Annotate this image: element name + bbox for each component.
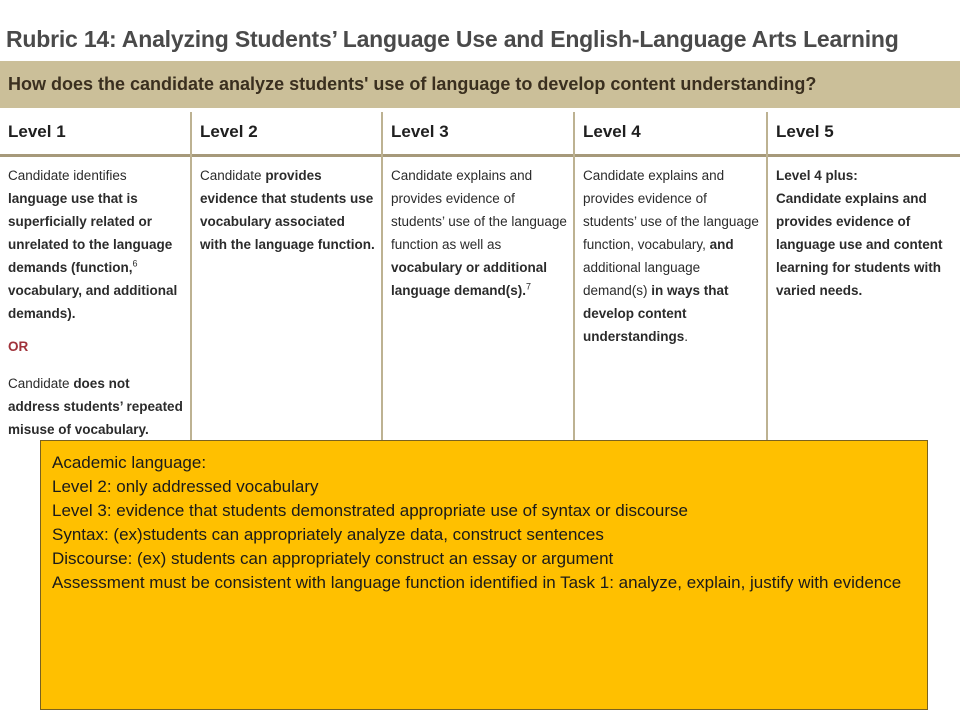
note-line: Level 3: evidence that students demonstrated appropriate use of syntax or discourse bbox=[52, 501, 688, 520]
bold-text: language use that is superficially related or unrelated to the language demands (function, bbox=[8, 191, 173, 275]
heading-rule bbox=[383, 154, 573, 157]
regular-text: Candidate identifies bbox=[8, 168, 127, 183]
heading-rule bbox=[768, 154, 960, 157]
footnote-marker: 6 bbox=[132, 258, 138, 269]
note-line: Level 2: only addressed vocabulary bbox=[52, 477, 319, 496]
rubric-column-level-3 bbox=[383, 108, 573, 448]
lead-line bbox=[776, 164, 954, 187]
level-heading: Level 4 bbox=[583, 122, 641, 141]
description-paragraph bbox=[8, 164, 184, 325]
bold-text: and bbox=[709, 237, 734, 252]
heading-rule bbox=[575, 154, 766, 157]
note-line: Assessment must be consistent with language function identified in Task 1: analyze, explain, justify with evidence bbox=[52, 573, 902, 592]
bold-text: vocabulary or additional language demand(s). bbox=[391, 260, 548, 298]
description-paragraph bbox=[391, 164, 567, 302]
regular-text: additional language demand(s) bbox=[583, 260, 701, 298]
regular-text: Candidate bbox=[200, 168, 266, 183]
footnote-marker: 7 bbox=[526, 281, 532, 292]
guiding-question: How does the candidate analyze students' use of language to develop content understanding? bbox=[8, 74, 817, 94]
bold-text: vocabulary, and additional demands). bbox=[8, 283, 178, 321]
bold-text: in ways that develop content understandings bbox=[583, 283, 729, 344]
regular-text: Candidate explains and provides evidence of students’ use of the language function as well as bbox=[391, 168, 567, 252]
level-description bbox=[8, 164, 184, 441]
level-heading: Level 5 bbox=[776, 122, 834, 141]
regular-text: . bbox=[684, 329, 689, 344]
description-paragraph bbox=[200, 164, 375, 256]
level-description bbox=[391, 164, 567, 302]
heading-rule bbox=[0, 154, 190, 157]
academic-language-note bbox=[40, 440, 928, 710]
rubric-column-level-5 bbox=[768, 108, 960, 448]
bold-text: Level 4 plus: bbox=[776, 168, 858, 183]
regular-text: Candidate explains and provides evidence of students’ use of the language function, vocabulary, bbox=[583, 168, 759, 252]
level-heading: Level 3 bbox=[391, 122, 449, 141]
bold-text: provides evidence that students use vocabulary associated with the language function. bbox=[200, 168, 375, 252]
note-text bbox=[52, 451, 913, 595]
level-heading: Level 1 bbox=[8, 122, 66, 141]
description-paragraph bbox=[776, 164, 954, 302]
bold-text: Candidate explains and provides evidence of language use and content learning for students with varied needs. bbox=[776, 191, 943, 298]
note-line: Discourse: (ex) students can appropriately construct an essay or argument bbox=[52, 549, 614, 568]
level-description bbox=[583, 164, 760, 348]
regular-text: Candidate bbox=[8, 376, 74, 391]
level-description bbox=[200, 164, 375, 256]
note-line: Syntax: (ex)students can appropriately analyze data, construct sentences bbox=[52, 525, 604, 544]
description-paragraph bbox=[583, 164, 760, 348]
or-separator: OR bbox=[8, 339, 29, 354]
note-line: Academic language: bbox=[52, 453, 207, 472]
rubric-column-level-4 bbox=[575, 108, 766, 448]
heading-rule bbox=[192, 154, 381, 157]
level-description bbox=[776, 164, 954, 302]
level-heading: Level 2 bbox=[200, 122, 258, 141]
rubric-title: Rubric 14: Analyzing Students’ Language Use and English-Language Arts Learning bbox=[6, 26, 899, 52]
rubric-column-level-2 bbox=[192, 108, 381, 448]
rubric-column-level-1 bbox=[0, 108, 190, 448]
bold-text: does not address students’ repeated misuse of vocabulary. bbox=[8, 376, 183, 437]
description-paragraph-alt bbox=[8, 372, 184, 441]
